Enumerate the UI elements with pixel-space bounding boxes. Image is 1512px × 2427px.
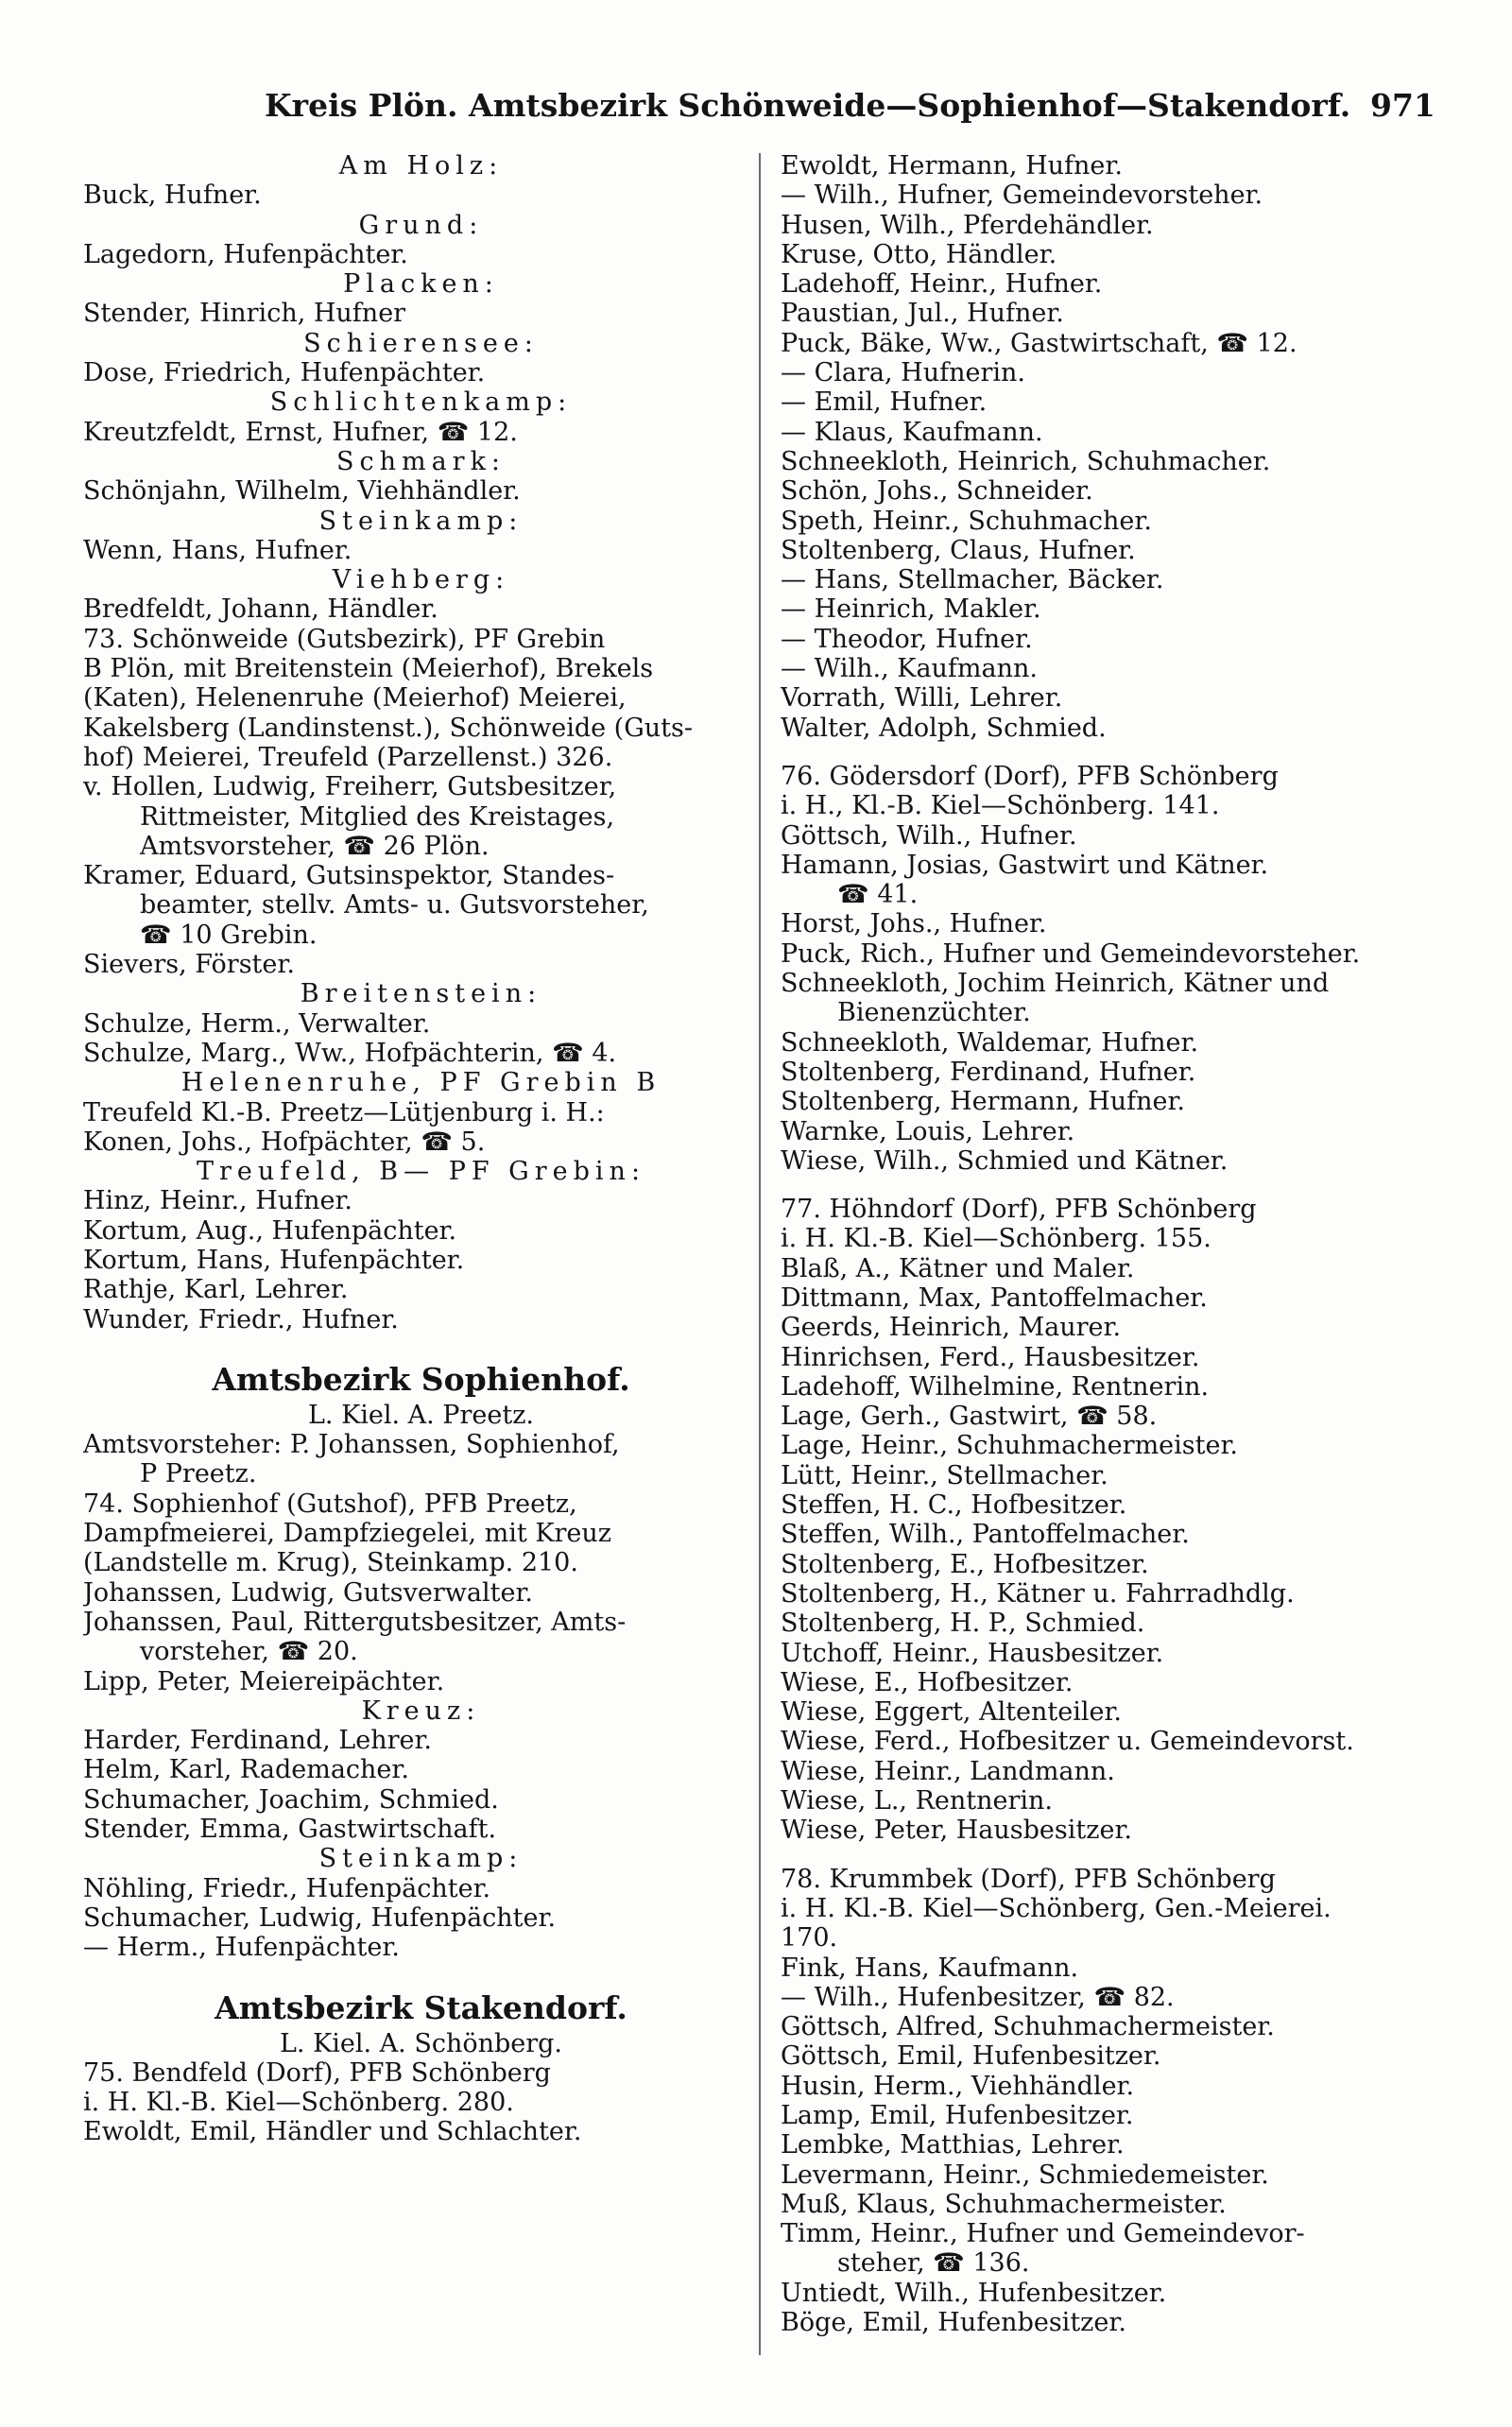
directory-line: i. H. Kl.-B. Kiel—Schönberg. 155. [781, 1224, 1211, 1254]
directory-line: Stoltenberg, Ferdinand, Hufner. [781, 1057, 1196, 1087]
directory-line: Hamann, Josias, Gastwirt und Kätner. [781, 850, 1269, 880]
directory-line: Kreuz: [361, 1695, 481, 1726]
directory-line: Ewoldt, Emil, Händler und Schlachter. [83, 2117, 582, 2147]
directory-line: Treufeld Kl.-B. Preetz—Lütjenburg i. H.: [83, 1097, 605, 1127]
directory-line: Lagedorn, Hufenpächter. [83, 239, 408, 269]
right-column [781, 151, 1456, 2337]
directory-line: Stoltenberg, H., Kätner u. Fahrradhdlg. [781, 1578, 1295, 1609]
directory-line: Utchoff, Heinr., Hausbesitzer. [781, 1638, 1164, 1668]
directory-line: Schön, Johs., Schneider. [781, 476, 1093, 507]
directory-line: Lipp, Peter, Meiereipächter. [83, 1666, 445, 1696]
directory-line: Schönjahn, Wilhelm, Viehhändler. [83, 476, 521, 507]
directory-line: Paustian, Jul., Hufner. [781, 299, 1064, 329]
directory-line: Schlichtenkamp: [269, 387, 573, 418]
directory-line: Rittmeister, Mitglied des Kreistages, [140, 801, 615, 832]
directory-line: Kramer, Eduard, Gutsinspektor, Standes- [83, 861, 615, 891]
directory-line: Timm, Heinr., Hufner und Gemeindevor- [781, 2219, 1305, 2249]
directory-line: Böge, Emil, Hufenbesitzer. [781, 2308, 1126, 2338]
directory-line: — Heinrich, Makler. [781, 594, 1041, 625]
directory-line: Helm, Karl, Rademacher. [83, 1755, 409, 1785]
directory-line: — Theodor, Hufner. [781, 624, 1033, 654]
directory-line: Sievers, Förster. [83, 950, 295, 980]
directory-line: Göttsch, Wilh., Hufner. [781, 820, 1077, 851]
directory-line: Speth, Heinr., Schuhmacher. [781, 506, 1152, 536]
column-rule [759, 153, 761, 2355]
directory-line: steher, ☎ 136. [837, 2248, 1030, 2279]
directory-line: Stoltenberg, E., Hofbesitzer. [781, 1549, 1149, 1579]
directory-line: Dose, Friedrich, Hufenpächter. [83, 358, 486, 388]
directory-line: Stender, Hinrich, Hufner [83, 299, 406, 329]
directory-line: Kruse, Otto, Händler. [781, 239, 1057, 269]
directory-line: Levermann, Heinr., Schmiedemeister. [781, 2160, 1269, 2190]
directory-line: Wenn, Hans, Hufner. [83, 535, 352, 565]
directory-line: Schulze, Herm., Verwalter. [83, 1008, 431, 1039]
directory-line: Husen, Wilh., Pferdehändler. [781, 210, 1154, 240]
directory-line: Viehberg: [332, 565, 510, 595]
directory-line: Steinkamp: [318, 506, 524, 536]
directory-line: 78. Krummbek (Dorf), PFB Schönberg [781, 1864, 1276, 1894]
directory-line: 170. [781, 1923, 838, 1954]
directory-line: L. Kiel. A. Preetz. [307, 1400, 535, 1430]
directory-line: 73. Schönweide (Gutsbezirk), PF Grebin [83, 624, 606, 654]
directory-line: Rathje, Karl, Lehrer. [83, 1275, 349, 1305]
directory-line: Wiese, Heinr., Landmann. [781, 1756, 1115, 1786]
directory-line: Treufeld, B— PF Grebin: [196, 1157, 646, 1187]
directory-line: Lamp, Emil, Hufenbesitzer. [781, 2101, 1134, 2130]
directory-line: Kortum, Hans, Hufenpächter. [83, 1245, 465, 1275]
directory-line: — Wilh., Kaufmann. [781, 654, 1038, 684]
directory-line: Nöhling, Friedr., Hufenpächter. [83, 1873, 491, 1903]
directory-line: — Clara, Hufnerin. [781, 358, 1025, 388]
directory-line: Schierensee: [303, 328, 539, 358]
directory-line: Bredfeldt, Johann, Händler. [83, 594, 438, 625]
directory-line: Puck, Bäke, Ww., Gastwirtschaft, ☎ 12. [781, 328, 1297, 358]
directory-line: 77. Höhndorf (Dorf), PFB Schönberg [781, 1195, 1257, 1225]
directory-line: Horst, Johs., Hufner. [781, 909, 1047, 939]
directory-line: Untiedt, Wilh., Hufenbesitzer. [781, 2278, 1167, 2308]
directory-line: Lembke, Matthias, Lehrer. [781, 2130, 1125, 2160]
directory-line: Schumacher, Ludwig, Hufenpächter. [83, 1902, 557, 1933]
directory-line: — Emil, Hufner. [781, 387, 988, 418]
directory-line: i. H. Kl.-B. Kiel—Schönberg, Gen.-Meierei. [781, 1893, 1332, 1923]
directory-line: 76. Gödersdorf (Dorf), PFB Schönberg [781, 761, 1279, 791]
directory-line: Harder, Ferdinand, Lehrer. [83, 1726, 433, 1756]
directory-line: Schmark: [335, 446, 507, 476]
left-column [83, 151, 759, 2147]
directory-line: Bienenzüchter. [837, 998, 1031, 1028]
directory-line: Schneekloth, Jochim Heinrich, Kätner und [781, 969, 1330, 999]
directory-line: Johanssen, Paul, Rittergutsbesitzer, Amts- [83, 1607, 627, 1637]
directory-line: Hinz, Heinr., Hufner. [83, 1186, 353, 1216]
directory-line: B Plön, mit Breitenstein (Meierhof), Brekels [83, 654, 654, 684]
directory-line: Blaß, A., Kätner und Maler. [781, 1253, 1135, 1283]
directory-line: Am Holz: [338, 151, 504, 181]
directory-line: Johanssen, Ludwig, Gutsverwalter. [83, 1577, 533, 1608]
directory-line: beamter, stellv. Amts- u. Gutsvorsteher, [140, 890, 649, 921]
directory-line: Ladehoff, Wilhelmine, Rentnerin. [781, 1371, 1210, 1402]
directory-line: hof) Meierei, Treufeld (Parzellenst.) 326. [83, 742, 613, 772]
directory-line: — Klaus, Kaufmann. [781, 417, 1043, 447]
directory-line: Amtsvorsteher, ☎ 26 Plön. [140, 831, 490, 861]
directory-line: Puck, Rich., Hufner und Gemeindevorsteher. [781, 938, 1361, 969]
directory-line: Steffen, Wilh., Pantoffelmacher. [781, 1520, 1190, 1550]
directory-line: Husin, Herm., Viehhändler. [781, 2071, 1135, 2101]
directory-line: Grund: [358, 210, 484, 240]
section-heading: Amtsbezirk Stakendorf. [215, 1988, 627, 2026]
directory-line: Stoltenberg, Claus, Hufner. [781, 535, 1136, 565]
directory-line: Schneekloth, Heinrich, Schuhmacher. [781, 446, 1271, 476]
directory-line: Geerds, Heinrich, Maurer. [781, 1313, 1122, 1343]
directory-line: 74. Sophienhof (Gutshof), PFB Preetz, [83, 1489, 577, 1519]
directory-line: Göttsch, Emil, Hufenbesitzer. [781, 2041, 1161, 2072]
directory-line: Lage, Gerh., Gastwirt, ☎ 58. [781, 1402, 1158, 1432]
directory-line: Breitenstein: [300, 979, 542, 1009]
directory-line: Kortum, Aug., Hufenpächter. [83, 1215, 457, 1246]
directory-line: Wiese, Ferd., Hofbesitzer u. Gemeindevorst. [781, 1727, 1354, 1757]
directory-line: Kakelsberg (Landinstenst.), Schönweide (Guts- [83, 713, 693, 743]
directory-line: Wiese, L., Rentnerin. [781, 1786, 1053, 1816]
section-heading: Amtsbezirk Sophienhof. [212, 1360, 630, 1398]
directory-line: Dampfmeierei, Dampfziegelei, mit Kreuz [83, 1519, 611, 1549]
page-number: 971 [1370, 87, 1435, 124]
directory-line: Buck, Hufner. [83, 181, 262, 211]
directory-line: — Wilh., Hufner, Gemeindevorsteher. [781, 181, 1263, 211]
directory-line: Ewoldt, Hermann, Hufner. [781, 151, 1123, 181]
directory-line: Placken: [343, 269, 499, 300]
directory-line: Stoltenberg, Hermann, Hufner. [781, 1087, 1185, 1117]
directory-line: Ladehoff, Heinr., Hufner. [781, 269, 1103, 300]
directory-line: Konen, Johs., Hofpächter, ☎ 5. [83, 1127, 486, 1157]
directory-line: (Katen), Helenenruhe (Meierhof) Meierei, [83, 683, 627, 714]
directory-line: i. H., Kl.-B. Kiel—Schönberg. 141. [781, 791, 1220, 821]
directory-line: i. H. Kl.-B. Kiel—Schönberg. 280. [83, 2088, 514, 2118]
directory-line: ☎ 10 Grebin. [140, 920, 318, 950]
directory-line: Schulze, Marg., Ww., Hofpächterin, ☎ 4. [83, 1038, 617, 1068]
directory-line: L. Kiel. A. Schönberg. [279, 2028, 563, 2058]
directory-line: Kreutzfeldt, Ernst, Hufner, ☎ 12. [83, 417, 518, 447]
directory-line: Hinrichsen, Ferd., Hausbesitzer. [781, 1342, 1200, 1372]
directory-line: P Preetz. [140, 1459, 257, 1489]
directory-line: Amtsvorsteher: P. Johanssen, Sophienhof, [83, 1430, 620, 1460]
directory-line: ☎ 41. [837, 880, 919, 910]
directory-line: vorsteher, ☎ 20. [140, 1637, 358, 1667]
directory-line: Wiese, Peter, Hausbesitzer. [781, 1816, 1132, 1846]
directory-line: Lütt, Heinr., Stellmacher. [781, 1460, 1108, 1490]
running-head [0, 87, 1512, 134]
directory-line: Schneekloth, Waldemar, Hufner. [781, 1027, 1199, 1058]
directory-line: Muß, Klaus, Schuhmachermeister. [781, 2189, 1227, 2219]
directory-line: Stender, Emma, Gastwirtschaft. [83, 1815, 497, 1845]
directory-line: Steinkamp: [318, 1844, 524, 1874]
directory-line: Schumacher, Joachim, Schmied. [83, 1784, 499, 1815]
directory-line: Dittmann, Max, Pantoffelmacher. [781, 1282, 1208, 1313]
directory-line: 75. Bendfeld (Dorf), PFB Schönberg [83, 2057, 551, 2088]
directory-line: Lage, Heinr., Schuhmachermeister. [781, 1431, 1238, 1461]
directory-line: Göttsch, Alfred, Schuhmachermeister. [781, 2012, 1275, 2042]
directory-line: v. Hollen, Ludwig, Freiherr, Gutsbesitzer, [83, 772, 617, 802]
directory-line: Wiese, Eggert, Altenteiler. [781, 1697, 1123, 1728]
directory-line: Steffen, H. C., Hofbesitzer. [781, 1490, 1127, 1521]
page-title: Kreis Plön. Amtsbezirk Schönweide—Sophienhof—Stakendorf. [265, 87, 1351, 124]
directory-line: (Landstelle m. Krug), Steinkamp. 210. [83, 1548, 578, 1578]
directory-line: — Wilh., Hufenbesitzer, ☎ 82. [781, 1982, 1175, 2012]
directory-line: Fink, Hans, Kaufmann. [781, 1953, 1079, 1983]
directory-line: Walter, Adolph, Schmied. [781, 713, 1107, 743]
directory-line: Warnke, Louis, Lehrer. [781, 1116, 1075, 1146]
directory-line: — Hans, Stellmacher, Bäcker. [781, 565, 1164, 595]
directory-line: Wiese, E., Hofbesitzer. [781, 1667, 1074, 1697]
directory-line: Vorrath, Willi, Lehrer. [781, 683, 1063, 714]
directory-line: — Herm., Hufenpächter. [83, 1933, 400, 1963]
directory-line: Stoltenberg, H. P., Schmied. [781, 1609, 1145, 1639]
directory-line: Helenenruhe, PF Grebin B [180, 1068, 662, 1098]
directory-line: Wiese, Wilh., Schmied und Kätner. [781, 1145, 1228, 1176]
directory-line: Wunder, Friedr., Hufner. [83, 1304, 399, 1334]
